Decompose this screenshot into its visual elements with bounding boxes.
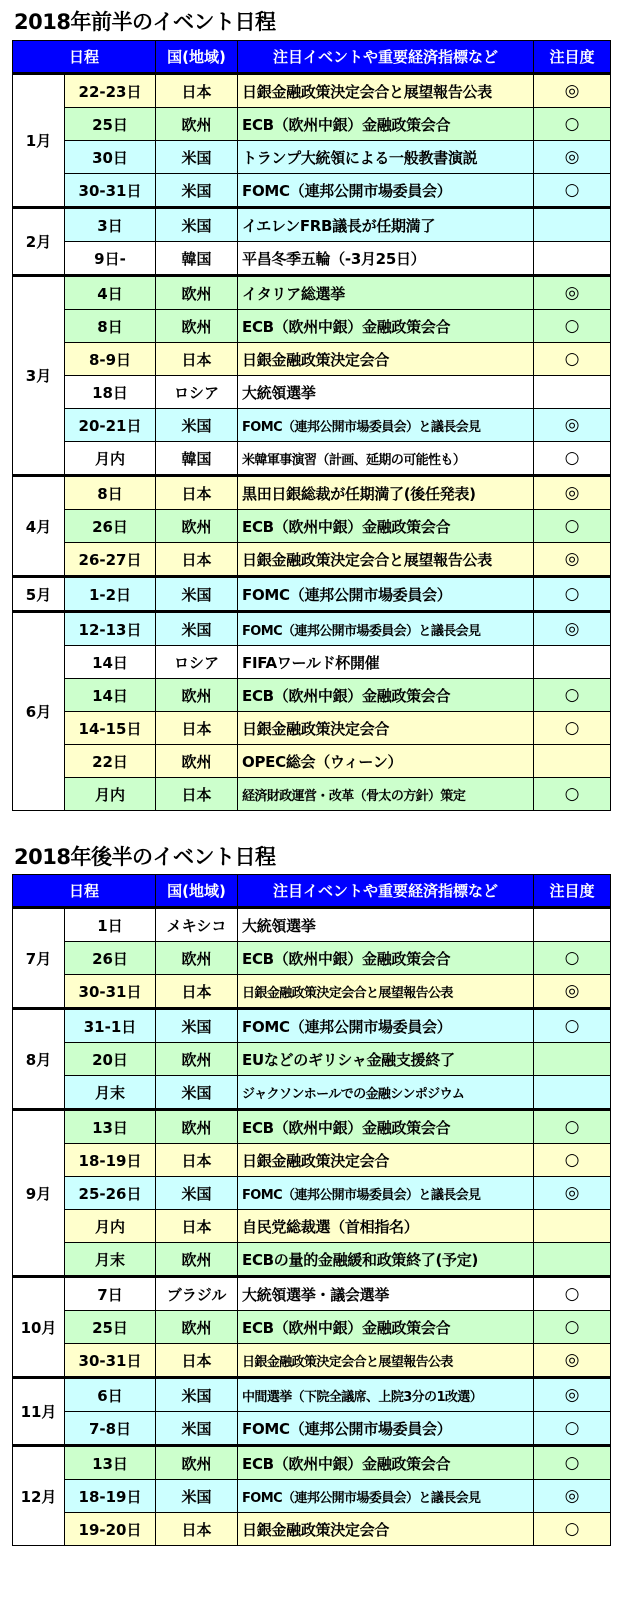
country-cell: 米国: [156, 1480, 238, 1513]
country-cell: 欧州: [156, 1446, 238, 1480]
event-cell: FOMC（連邦公開市場委員会）と議長会見: [238, 1177, 534, 1210]
country-cell: 米国: [156, 577, 238, 612]
month-label: 6月: [13, 612, 65, 811]
schedule-body-second-half: [13, 908, 611, 1546]
event-cell: 日銀金融政策決定会合と展望報告公表: [238, 74, 534, 108]
table-row: [13, 1009, 611, 1043]
attention-mark: ○: [534, 343, 611, 376]
month-label: 2月: [13, 208, 65, 276]
date-cell: 25日: [65, 108, 156, 141]
schedule-body-first-half: [13, 74, 611, 811]
table-row: [13, 975, 611, 1009]
date-cell: 14日: [65, 646, 156, 679]
country-cell: 欧州: [156, 679, 238, 712]
table-row: [13, 208, 611, 242]
date-cell: 25-26日: [65, 1177, 156, 1210]
country-cell: 日本: [156, 476, 238, 510]
header-attention: 注目度: [534, 41, 611, 74]
table-row: [13, 778, 611, 811]
event-cell: イエレンFRB議長が任期満了: [238, 208, 534, 242]
country-cell: 欧州: [156, 276, 238, 310]
country-cell: 米国: [156, 612, 238, 646]
attention-mark: ◎: [534, 1480, 611, 1513]
country-cell: 欧州: [156, 108, 238, 141]
date-cell: 14-15日: [65, 712, 156, 745]
attention-mark: ◎: [534, 1344, 611, 1378]
event-cell: FIFAワールド杯開催: [238, 646, 534, 679]
event-cell: 日銀金融政策決定会合と展望報告公表: [238, 975, 534, 1009]
attention-mark: ◎: [534, 409, 611, 442]
table-row: [13, 1412, 611, 1446]
country-cell: ブラジル: [156, 1277, 238, 1311]
table-row: [13, 510, 611, 543]
table-row: [13, 1076, 611, 1110]
event-cell: 米韓軍事演習（計画、延期の可能性も）: [238, 442, 534, 476]
table-row: [13, 310, 611, 343]
date-cell: 4日: [65, 276, 156, 310]
table-row: [13, 141, 611, 174]
attention-mark: ○: [534, 310, 611, 343]
date-cell: 18-19日: [65, 1480, 156, 1513]
country-cell: 米国: [156, 141, 238, 174]
date-cell: 14日: [65, 679, 156, 712]
date-cell: 6日: [65, 1378, 156, 1412]
date-cell: 30-31日: [65, 975, 156, 1009]
header-event: 注目イベントや重要経済指標など: [238, 41, 534, 74]
country-cell: 欧州: [156, 1110, 238, 1144]
attention-mark: ◎: [534, 612, 611, 646]
month-label: 10月: [13, 1277, 65, 1378]
attention-mark: ○: [534, 510, 611, 543]
event-cell: 日銀金融政策決定会合: [238, 343, 534, 376]
country-cell: 米国: [156, 1378, 238, 1412]
country-cell: 日本: [156, 1344, 238, 1378]
table-row: [13, 108, 611, 141]
event-cell: ECB（欧州中銀）金融政策会合: [238, 310, 534, 343]
event-cell: 日銀金融政策決定会合: [238, 1144, 534, 1177]
table-row: [13, 442, 611, 476]
attention-mark: [534, 1243, 611, 1277]
attention-mark: ○: [534, 442, 611, 476]
country-cell: 欧州: [156, 510, 238, 543]
event-cell: 黒田日銀総裁が任期満了(後任発表): [238, 476, 534, 510]
country-cell: ロシア: [156, 646, 238, 679]
table-row: [13, 276, 611, 310]
date-cell: 月末: [65, 1076, 156, 1110]
attention-mark: ○: [534, 108, 611, 141]
date-cell: 25日: [65, 1311, 156, 1344]
month-label: 3月: [13, 276, 65, 476]
header-country: 国(地域): [156, 875, 238, 908]
date-cell: 9日-: [65, 242, 156, 276]
table-row: [13, 646, 611, 679]
country-cell: 欧州: [156, 1243, 238, 1277]
date-cell: 30-31日: [65, 1344, 156, 1378]
attention-mark: ○: [534, 1144, 611, 1177]
table-row: [13, 1513, 611, 1546]
event-cell: ECBの量的金融緩和政策終了(予定): [238, 1243, 534, 1277]
event-cell: 自民党総裁選（首相指名）: [238, 1210, 534, 1243]
country-cell: メキシコ: [156, 908, 238, 942]
table-row: [13, 1210, 611, 1243]
month-label: 8月: [13, 1009, 65, 1110]
event-cell: 大統領選挙: [238, 376, 534, 409]
country-cell: 欧州: [156, 1043, 238, 1076]
event-cell: 日銀金融政策決定会合と展望報告公表: [238, 543, 534, 577]
attention-mark: ◎: [534, 276, 611, 310]
table-row: [13, 679, 611, 712]
month-label: 7月: [13, 908, 65, 1009]
date-cell: 13日: [65, 1446, 156, 1480]
table-row: [13, 1446, 611, 1480]
table-row: [13, 74, 611, 108]
country-cell: 米国: [156, 174, 238, 208]
attention-mark: [534, 745, 611, 778]
event-cell: トランプ大統領による一般教書演説: [238, 141, 534, 174]
country-cell: 欧州: [156, 745, 238, 778]
attention-mark: ◎: [534, 975, 611, 1009]
event-cell: FOMC（連邦公開市場委員会）: [238, 577, 534, 612]
date-cell: 7-8日: [65, 1412, 156, 1446]
date-cell: 22-23日: [65, 74, 156, 108]
attention-mark: ○: [534, 712, 611, 745]
table-row: [13, 712, 611, 745]
attention-mark: ○: [534, 1009, 611, 1043]
attention-mark: ◎: [534, 1378, 611, 1412]
date-cell: 26-27日: [65, 543, 156, 577]
date-cell: 月内: [65, 778, 156, 811]
attention-mark: ◎: [534, 141, 611, 174]
attention-mark: [534, 376, 611, 409]
table-row: [13, 376, 611, 409]
event-cell: 中間選挙（下院全議席、上院3分の1改選）: [238, 1378, 534, 1412]
event-cell: 日銀金融政策決定会合: [238, 1513, 534, 1546]
table-row: [13, 409, 611, 442]
country-cell: 日本: [156, 543, 238, 577]
date-cell: 20日: [65, 1043, 156, 1076]
country-cell: 日本: [156, 1144, 238, 1177]
table-row: [13, 343, 611, 376]
table-row: [13, 1243, 611, 1277]
date-cell: 月内: [65, 1210, 156, 1243]
table-row: [13, 577, 611, 612]
date-cell: 13日: [65, 1110, 156, 1144]
header-country: 国(地域): [156, 41, 238, 74]
country-cell: 韓国: [156, 242, 238, 276]
date-cell: 30-31日: [65, 174, 156, 208]
date-cell: 22日: [65, 745, 156, 778]
attention-mark: [534, 208, 611, 242]
date-cell: 月内: [65, 442, 156, 476]
section-title-first-half: 2018年前半のイベント日程: [14, 10, 276, 34]
event-cell: 平昌冬季五輪（-3月25日）: [238, 242, 534, 276]
table-header-row: [13, 875, 611, 908]
table-row: [13, 1043, 611, 1076]
country-cell: 米国: [156, 208, 238, 242]
event-cell: FOMC（連邦公開市場委員会）: [238, 174, 534, 208]
attention-mark: ○: [534, 1412, 611, 1446]
attention-mark: [534, 1210, 611, 1243]
country-cell: 日本: [156, 778, 238, 811]
table-row: [13, 745, 611, 778]
event-cell: 日銀金融政策決定会合: [238, 712, 534, 745]
attention-mark: [534, 646, 611, 679]
table-row: [13, 543, 611, 577]
country-cell: 米国: [156, 1076, 238, 1110]
table-row: [13, 1110, 611, 1144]
header-date: 日程: [13, 41, 156, 74]
country-cell: 日本: [156, 712, 238, 745]
country-cell: 日本: [156, 343, 238, 376]
country-cell: 欧州: [156, 310, 238, 343]
date-cell: 12-13日: [65, 612, 156, 646]
table-row: [13, 1344, 611, 1378]
event-cell: ECB（欧州中銀）金融政策会合: [238, 1110, 534, 1144]
table-row: [13, 1144, 611, 1177]
table-row: [13, 1277, 611, 1311]
event-cell: ECB（欧州中銀）金融政策会合: [238, 108, 534, 141]
attention-mark: ○: [534, 577, 611, 612]
attention-mark: ◎: [534, 543, 611, 577]
header-event: 注目イベントや重要経済指標など: [238, 875, 534, 908]
country-cell: 日本: [156, 1513, 238, 1546]
country-cell: ロシア: [156, 376, 238, 409]
event-cell: 経済財政運営・改革（骨太の方針）策定: [238, 778, 534, 811]
attention-mark: ○: [534, 1110, 611, 1144]
event-cell: FOMC（連邦公開市場委員会）: [238, 1412, 534, 1446]
event-cell: 大統領選挙: [238, 908, 534, 942]
attention-mark: ○: [534, 778, 611, 811]
event-cell: イタリア総選挙: [238, 276, 534, 310]
attention-mark: [534, 1076, 611, 1110]
date-cell: 30日: [65, 141, 156, 174]
attention-mark: ◎: [534, 74, 611, 108]
event-cell: 日銀金融政策決定会合と展望報告公表: [238, 1344, 534, 1378]
table-row: [13, 942, 611, 975]
country-cell: 米国: [156, 1177, 238, 1210]
table-row: [13, 1378, 611, 1412]
table-row: [13, 612, 611, 646]
attention-mark: ○: [534, 174, 611, 208]
table-row: [13, 242, 611, 276]
country-cell: 日本: [156, 1210, 238, 1243]
event-cell: ECB（欧州中銀）金融政策会合: [238, 1446, 534, 1480]
date-cell: 26日: [65, 942, 156, 975]
event-cell: ECB（欧州中銀）金融政策会合: [238, 679, 534, 712]
date-cell: 1-2日: [65, 577, 156, 612]
date-cell: 18-19日: [65, 1144, 156, 1177]
schedule-table-second-half: [12, 874, 611, 1546]
event-cell: FOMC（連邦公開市場委員会）: [238, 1009, 534, 1043]
country-cell: 韓国: [156, 442, 238, 476]
month-label: 4月: [13, 476, 65, 577]
attention-mark: ○: [534, 1513, 611, 1546]
month-label: 1月: [13, 74, 65, 208]
event-cell: FOMC（連邦公開市場委員会）と議長会見: [238, 1480, 534, 1513]
section-title-second-half: 2018年後半のイベント日程: [14, 845, 276, 869]
table-row: [13, 476, 611, 510]
event-cell: ECB（欧州中銀）金融政策会合: [238, 1311, 534, 1344]
date-cell: 19-20日: [65, 1513, 156, 1546]
date-cell: 26日: [65, 510, 156, 543]
date-cell: 7日: [65, 1277, 156, 1311]
date-cell: 3日: [65, 208, 156, 242]
date-cell: 8日: [65, 476, 156, 510]
table-row: [13, 908, 611, 942]
attention-mark: ◎: [534, 476, 611, 510]
event-cell: OPEC総会（ウィーン）: [238, 745, 534, 778]
table-row: [13, 1480, 611, 1513]
table-row: [13, 1311, 611, 1344]
country-cell: 米国: [156, 409, 238, 442]
month-label: 9月: [13, 1110, 65, 1277]
event-cell: FOMC（連邦公開市場委員会）と議長会見: [238, 409, 534, 442]
attention-mark: ◎: [534, 1177, 611, 1210]
country-cell: 欧州: [156, 942, 238, 975]
date-cell: 18日: [65, 376, 156, 409]
date-cell: 1日: [65, 908, 156, 942]
month-label: 12月: [13, 1446, 65, 1546]
event-cell: FOMC（連邦公開市場委員会）と議長会見: [238, 612, 534, 646]
country-cell: 米国: [156, 1009, 238, 1043]
date-cell: 8日: [65, 310, 156, 343]
country-cell: 日本: [156, 74, 238, 108]
attention-mark: [534, 1043, 611, 1076]
country-cell: 欧州: [156, 1311, 238, 1344]
event-cell: ECB（欧州中銀）金融政策会合: [238, 942, 534, 975]
country-cell: 米国: [156, 1412, 238, 1446]
date-cell: 8-9日: [65, 343, 156, 376]
date-cell: 31-1日: [65, 1009, 156, 1043]
attention-mark: [534, 242, 611, 276]
table-row: [13, 1177, 611, 1210]
attention-mark: ○: [534, 1446, 611, 1480]
event-cell: 大統領選挙・議会選挙: [238, 1277, 534, 1311]
date-cell: 20-21日: [65, 409, 156, 442]
attention-mark: ○: [534, 1277, 611, 1311]
event-cell: ECB（欧州中銀）金融政策会合: [238, 510, 534, 543]
schedule-table-first-half: [12, 40, 611, 811]
attention-mark: ○: [534, 1311, 611, 1344]
header-attention: 注目度: [534, 875, 611, 908]
date-cell: 月末: [65, 1243, 156, 1277]
attention-mark: ○: [534, 942, 611, 975]
table-row: [13, 174, 611, 208]
country-cell: 日本: [156, 975, 238, 1009]
event-cell: EUなどのギリシャ金融支援終了: [238, 1043, 534, 1076]
event-cell: ジャクソンホールでの金融シンポジウム: [238, 1076, 534, 1110]
header-date: 日程: [13, 875, 156, 908]
attention-mark: ○: [534, 679, 611, 712]
month-label: 11月: [13, 1378, 65, 1446]
attention-mark: [534, 908, 611, 942]
table-header-row: [13, 41, 611, 74]
month-label: 5月: [13, 577, 65, 612]
